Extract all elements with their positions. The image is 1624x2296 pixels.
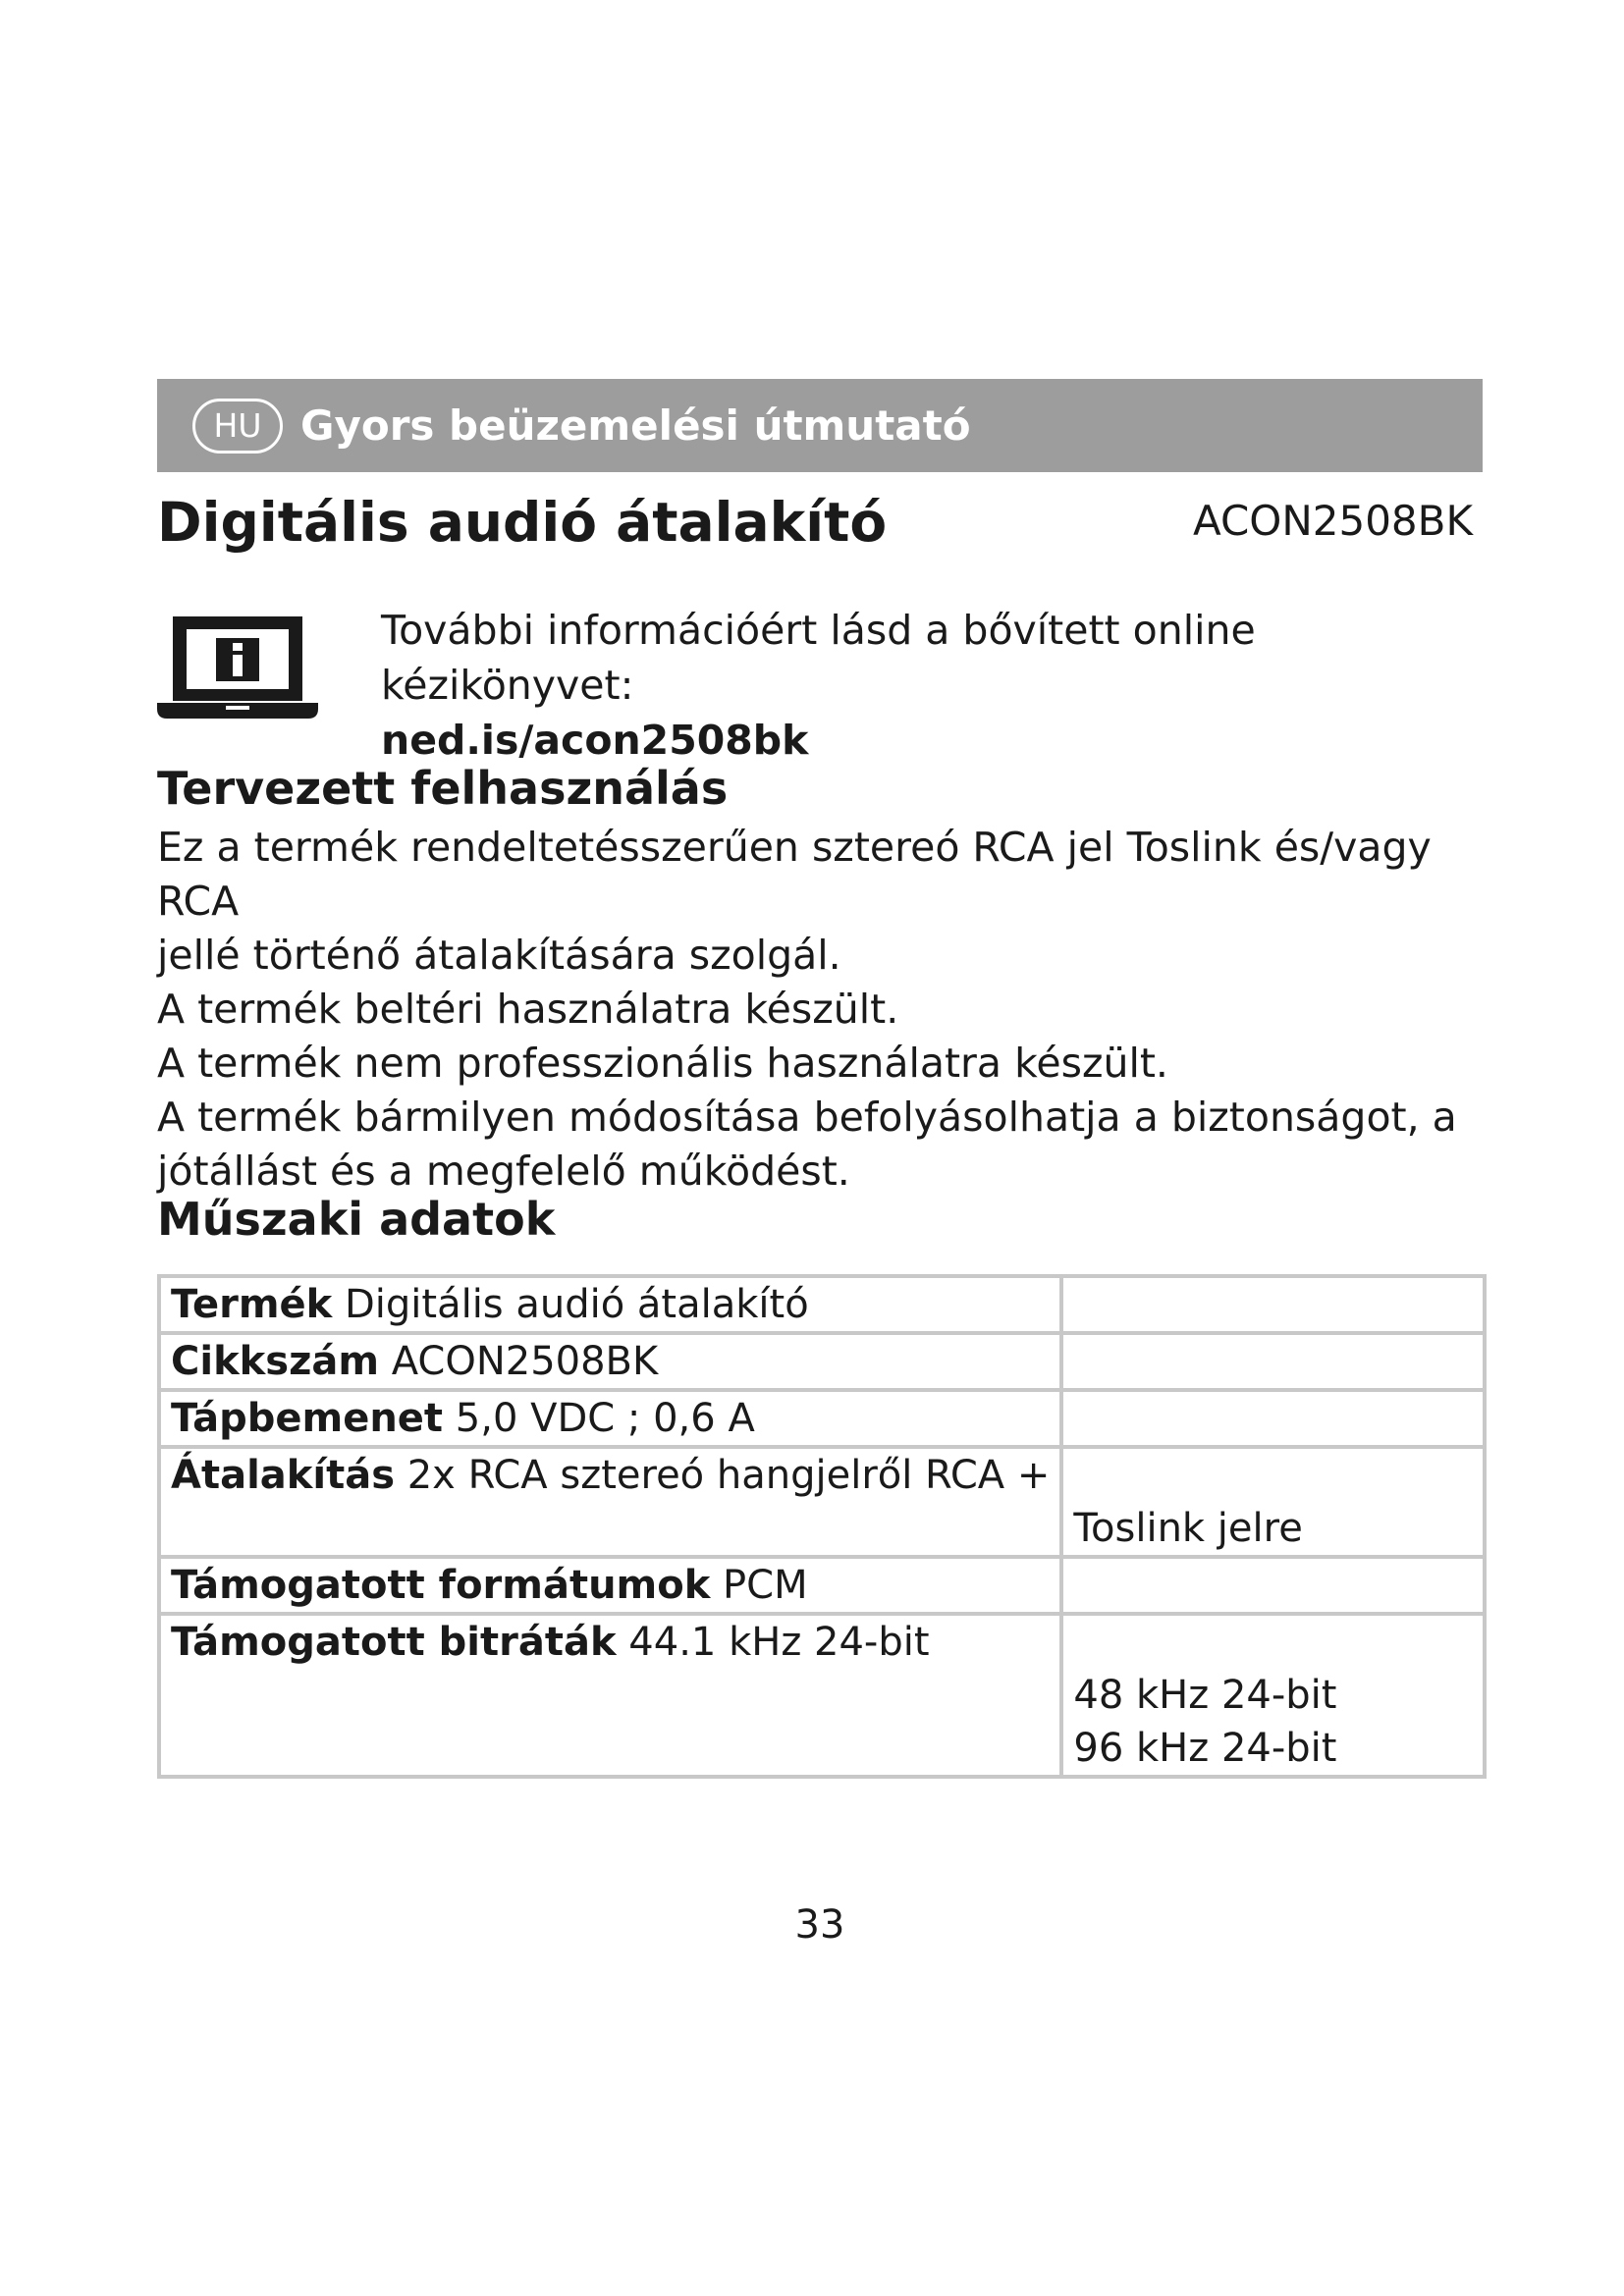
intended-use-line: jellé történő átalakítására szolgál. — [157, 932, 841, 979]
spec-value-cell — [1061, 1614, 1485, 1777]
spec-key: Támogatott bitráták — [171, 1620, 617, 1665]
intended-use-heading: Tervezett felhasználás — [157, 762, 729, 815]
spec-value: 44.1 kHz 24-bit — [628, 1620, 930, 1665]
spec-key: Támogatott formátumok — [171, 1563, 711, 1608]
spec-extra-value: 96 kHz 24-bit — [1073, 1726, 1337, 1771]
intended-use-line: A termék bármilyen módosítása befolyásolhatja a biztonságot, a — [157, 1094, 1457, 1141]
spec-key: Tápbemenet — [171, 1396, 444, 1441]
spec-label-cell — [159, 1276, 1061, 1333]
spec-key: Termék — [171, 1282, 333, 1327]
table-row — [159, 1276, 1485, 1333]
spec-extra-value: 48 kHz 24-bit — [1073, 1673, 1337, 1718]
spec-value-cell — [1061, 1390, 1485, 1447]
spec-value-cell — [1061, 1447, 1485, 1557]
product-code: ACON2508BK — [1192, 497, 1473, 545]
spec-label-cell — [159, 1557, 1061, 1614]
intended-use-line: jótállást és a megfelelő működést. — [157, 1148, 850, 1195]
manual-page — [157, 0, 1483, 2296]
language-badge: HU — [192, 399, 283, 454]
manual-link[interactable]: ned.is/acon2508bk — [381, 717, 809, 764]
table-row — [159, 1333, 1485, 1390]
spec-value: ACON2508BK — [391, 1339, 659, 1384]
spec-value: 2x RCA sztereó hangjelről RCA + — [406, 1453, 1051, 1498]
intended-use-line: Ez a termék rendeltetésszerűen sztereó RCA jel Toslink és/vagy RCA — [157, 824, 1432, 925]
intended-use-line: A termék beltéri használatra készült. — [157, 986, 899, 1033]
spec-value-cell — [1061, 1276, 1485, 1333]
intended-use-body — [157, 821, 1483, 1199]
table-row — [159, 1447, 1485, 1557]
product-title: Digitális audió átalakító — [157, 491, 888, 554]
spec-value-cell — [1061, 1333, 1485, 1390]
info-block — [381, 603, 1483, 768]
info-text: További információért lásd a bővített online kézikönyvet: — [381, 607, 1256, 709]
spec-key: Cikkszám — [171, 1339, 380, 1384]
page-number: 33 — [794, 1902, 845, 1948]
intended-use-line: A termék nem professzionális használatra készült. — [157, 1040, 1168, 1087]
spec-value: Digitális audió átalakító — [344, 1282, 809, 1327]
spec-label-cell — [159, 1447, 1061, 1557]
spec-key: Átalakítás — [171, 1453, 396, 1498]
table-row — [159, 1557, 1485, 1614]
specs-heading: Műszaki adatok — [157, 1193, 556, 1246]
laptop-info-icon — [157, 611, 318, 719]
table-row — [159, 1614, 1485, 1777]
spec-label-cell — [159, 1390, 1061, 1447]
spec-value: PCM — [723, 1563, 808, 1608]
banner-title: Gyors beüzemelési útmutató — [300, 401, 971, 450]
spec-value: 5,0 VDC ; 0,6 A — [455, 1396, 755, 1441]
spec-extra-value: Toslink jelre — [1073, 1506, 1303, 1551]
table-row — [159, 1390, 1485, 1447]
spec-label-cell — [159, 1333, 1061, 1390]
spec-label-cell — [159, 1614, 1061, 1777]
language-banner — [157, 379, 1483, 472]
spec-value-cell — [1061, 1557, 1485, 1614]
specs-table — [157, 1274, 1487, 1779]
